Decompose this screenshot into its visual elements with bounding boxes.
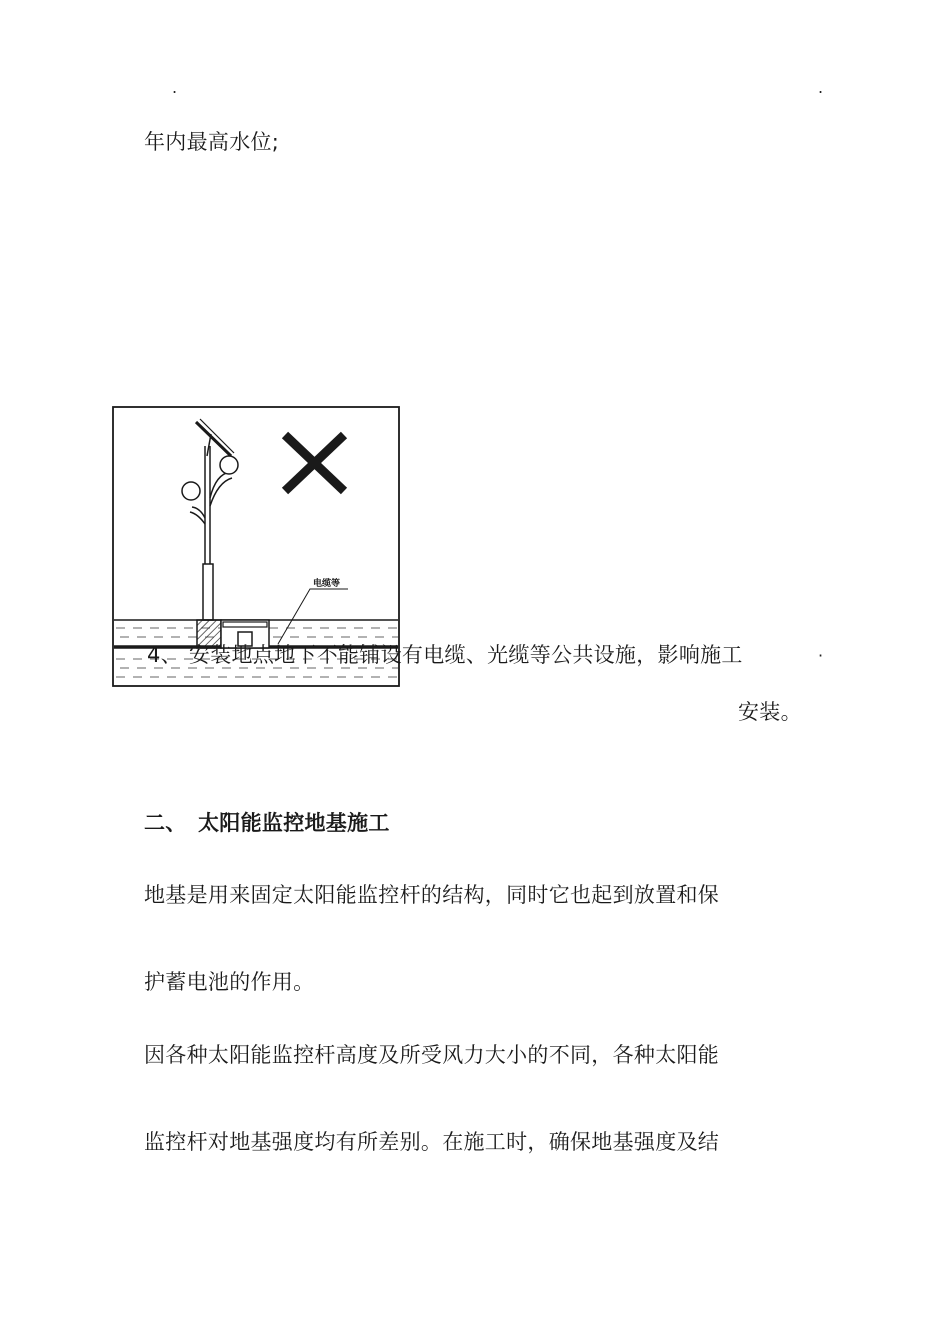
item-4-dot: · <box>818 646 824 665</box>
section-title: 太阳能监控地基施工 <box>198 811 390 835</box>
paragraph-2-line-1: 因各种太阳能监控杆高度及所受风力大小的不同，各种太阳能 <box>144 1043 720 1067</box>
header-dot-right: . <box>818 78 824 97</box>
cable-label: 电缆等 <box>313 579 341 589</box>
paragraph-1-line-1: 地基是用来固定太阳能监控杆的结构，同时它也起到放置和保 <box>144 883 720 907</box>
lamp-globe-right-icon <box>220 456 238 474</box>
item-4-continuation: 安装。 <box>738 700 802 724</box>
paragraph-2-line-2: 监控杆对地基强度均有所差别。在施工时，确保地基强度及结 <box>144 1130 720 1154</box>
section-number: 二、 <box>144 811 187 835</box>
header-dot-left: . <box>172 78 178 97</box>
text-line-top: 年内最高水位; <box>144 130 280 154</box>
lamp-globe-left-icon <box>182 482 200 500</box>
paragraph-1-line-2: 护蓄电池的作用。 <box>144 970 315 994</box>
item-4-text: 4、 安装地点地下不能铺设有电缆、光缆等公共设施，影响施工 <box>147 643 743 667</box>
